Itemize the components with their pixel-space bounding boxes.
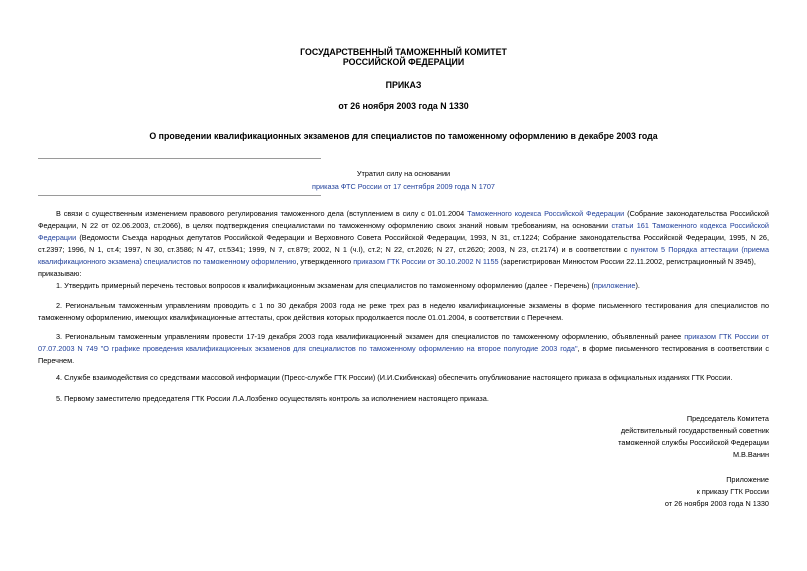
document-type: ПРИКАЗ	[385, 80, 422, 90]
appendix-line-1: Приложение	[726, 475, 769, 484]
divider-bottom	[38, 195, 321, 196]
status-note-text: Утратил силу на основании	[356, 169, 451, 178]
article-161-link[interactable]: статьи 161 Таможенного кодекса Российской Федерации	[38, 221, 770, 242]
organization-heading	[0, 47, 807, 67]
preamble-paragraph	[38, 208, 769, 268]
status-note	[0, 167, 807, 193]
preamble-text-5: (зарегистрирован Минюстом России 22.11.2002, регистрационный N 3945),	[498, 257, 756, 266]
signature-block	[618, 413, 769, 461]
attestation-procedure-link[interactable]: пунктом 5 Порядка аттестации (приема квалификационного экзамена) специалистов по таможенному оформлению	[38, 245, 769, 266]
appendix-block	[665, 474, 769, 510]
signature-line-1: Председатель Комитета	[686, 414, 769, 423]
item-3-text: 3. Региональным таможенным управлениям провести 17-19 декабря 2003 года квалификационный экзамен для специалистов по таможенному оформлению, объявленный ранее	[56, 332, 685, 341]
item-2: 2. Региональным таможенным управлениям проводить с 1 по 30 декабря 2003 года не реже трех раз в неделю квалификационные экзамены в форме письменного тестирования для специалистов по таможенному оформлению, имеющих квалификационные аттестаты, срок действия которых продолжается после 01.01.2004, в соответствии с Перечнем.	[38, 301, 769, 322]
preamble-text-3: (Ведомости Съезда народных депутатов Российской Федерации и Верховного Совета Российской Федерации, 1993, N 31, ст.1224; Собрание законодательства Российской Федерации, 1995, N 26, ст.2397; 1996, N 1, ст.4; 1997, N 30, ст.3586; N 47, ст.5341; 1999, N 7, ст.879; 2002, N 1 (ч.I), ст.2; N 22, ст.2026; N 27, ст.2620; 2003, N 23, ст.2174) и в соответствии с	[38, 233, 769, 254]
customs-code-link[interactable]: Таможенного кодекса Российской Федерации	[467, 209, 625, 218]
document-date: от 26 ноября 2003 года N 1330	[338, 101, 469, 111]
item-5: 5. Первому заместителю председателя ГТК России Л.А.Лозбенко осуществлять контроль за исполнением настоящего приказа.	[56, 394, 489, 403]
item-3-end: , в форме письменного тестирования в соответствии с Перечнем.	[38, 344, 769, 365]
item-1-text: 1. Утвердить примерный перечень тестовых вопросов к квалификационным экзаменам для специалистов по таможенному оформлению (далее - Перечень) (	[56, 281, 594, 290]
organization-line-2: РОССИЙСКОЙ ФЕДЕРАЦИИ	[342, 57, 465, 67]
preamble-text-1: В связи с существенным изменением правового регулирования таможенного дела (вступлением в силу с 01.01.2004	[56, 209, 468, 218]
organization-line-1: ГОСУДАРСТВЕННЫЙ ТАМОЖЕННЫЙ КОМИТЕТ	[300, 47, 507, 57]
item-4: 4. Службе взаимодействия со средствами массовой информации (Пресс-службе ГТК России) (И.И.Скибинская) обеспечить опубликование настоящего приказа в официальных изданиях ГТК России.	[56, 373, 733, 382]
preamble-text-2: (Собрание законодательства Российской Федерации, N 22 от 02.06.2003, ст.2066), в целях подтверждения специалистами по таможенному оформлению своих знаний новым требованиям, на основании	[38, 209, 769, 230]
item-1	[38, 280, 769, 292]
repeal-order-link[interactable]: приказа ФТС России от 17 сентября 2009 года N 1707	[312, 182, 495, 191]
item-3	[38, 331, 769, 367]
divider-top	[38, 158, 321, 159]
item-1-end: ).	[635, 281, 640, 290]
document-title: О проведении квалификационных экзаменов для специалистов по таможенному оформлению в декабре 2003 года	[149, 131, 658, 141]
appendix-line-3: от 26 ноября 2003 года N 1330	[664, 499, 769, 508]
order-749-link[interactable]: приказом ГТК России от 07.07.2003 N 749 "О графике проведения квалификационных экзаменов для специалистов по таможенному оформлению на второе полугодие 2003 года"	[38, 332, 769, 353]
appendix-line-2: к приказу ГТК России	[696, 487, 769, 496]
signature-line-4: М.В.Ванин	[732, 450, 769, 459]
signature-line-3: таможенной службы Российской Федерации	[618, 438, 769, 447]
order-1155-link[interactable]: приказом ГТК России от 30.10.2002 N 1155	[353, 257, 499, 266]
preamble-text-4: , утвержденного	[296, 257, 354, 266]
signature-line-2: действительный государственный советник	[620, 426, 769, 435]
order-word: приказываю:	[38, 269, 82, 278]
appendix-link[interactable]: приложение	[593, 281, 636, 290]
